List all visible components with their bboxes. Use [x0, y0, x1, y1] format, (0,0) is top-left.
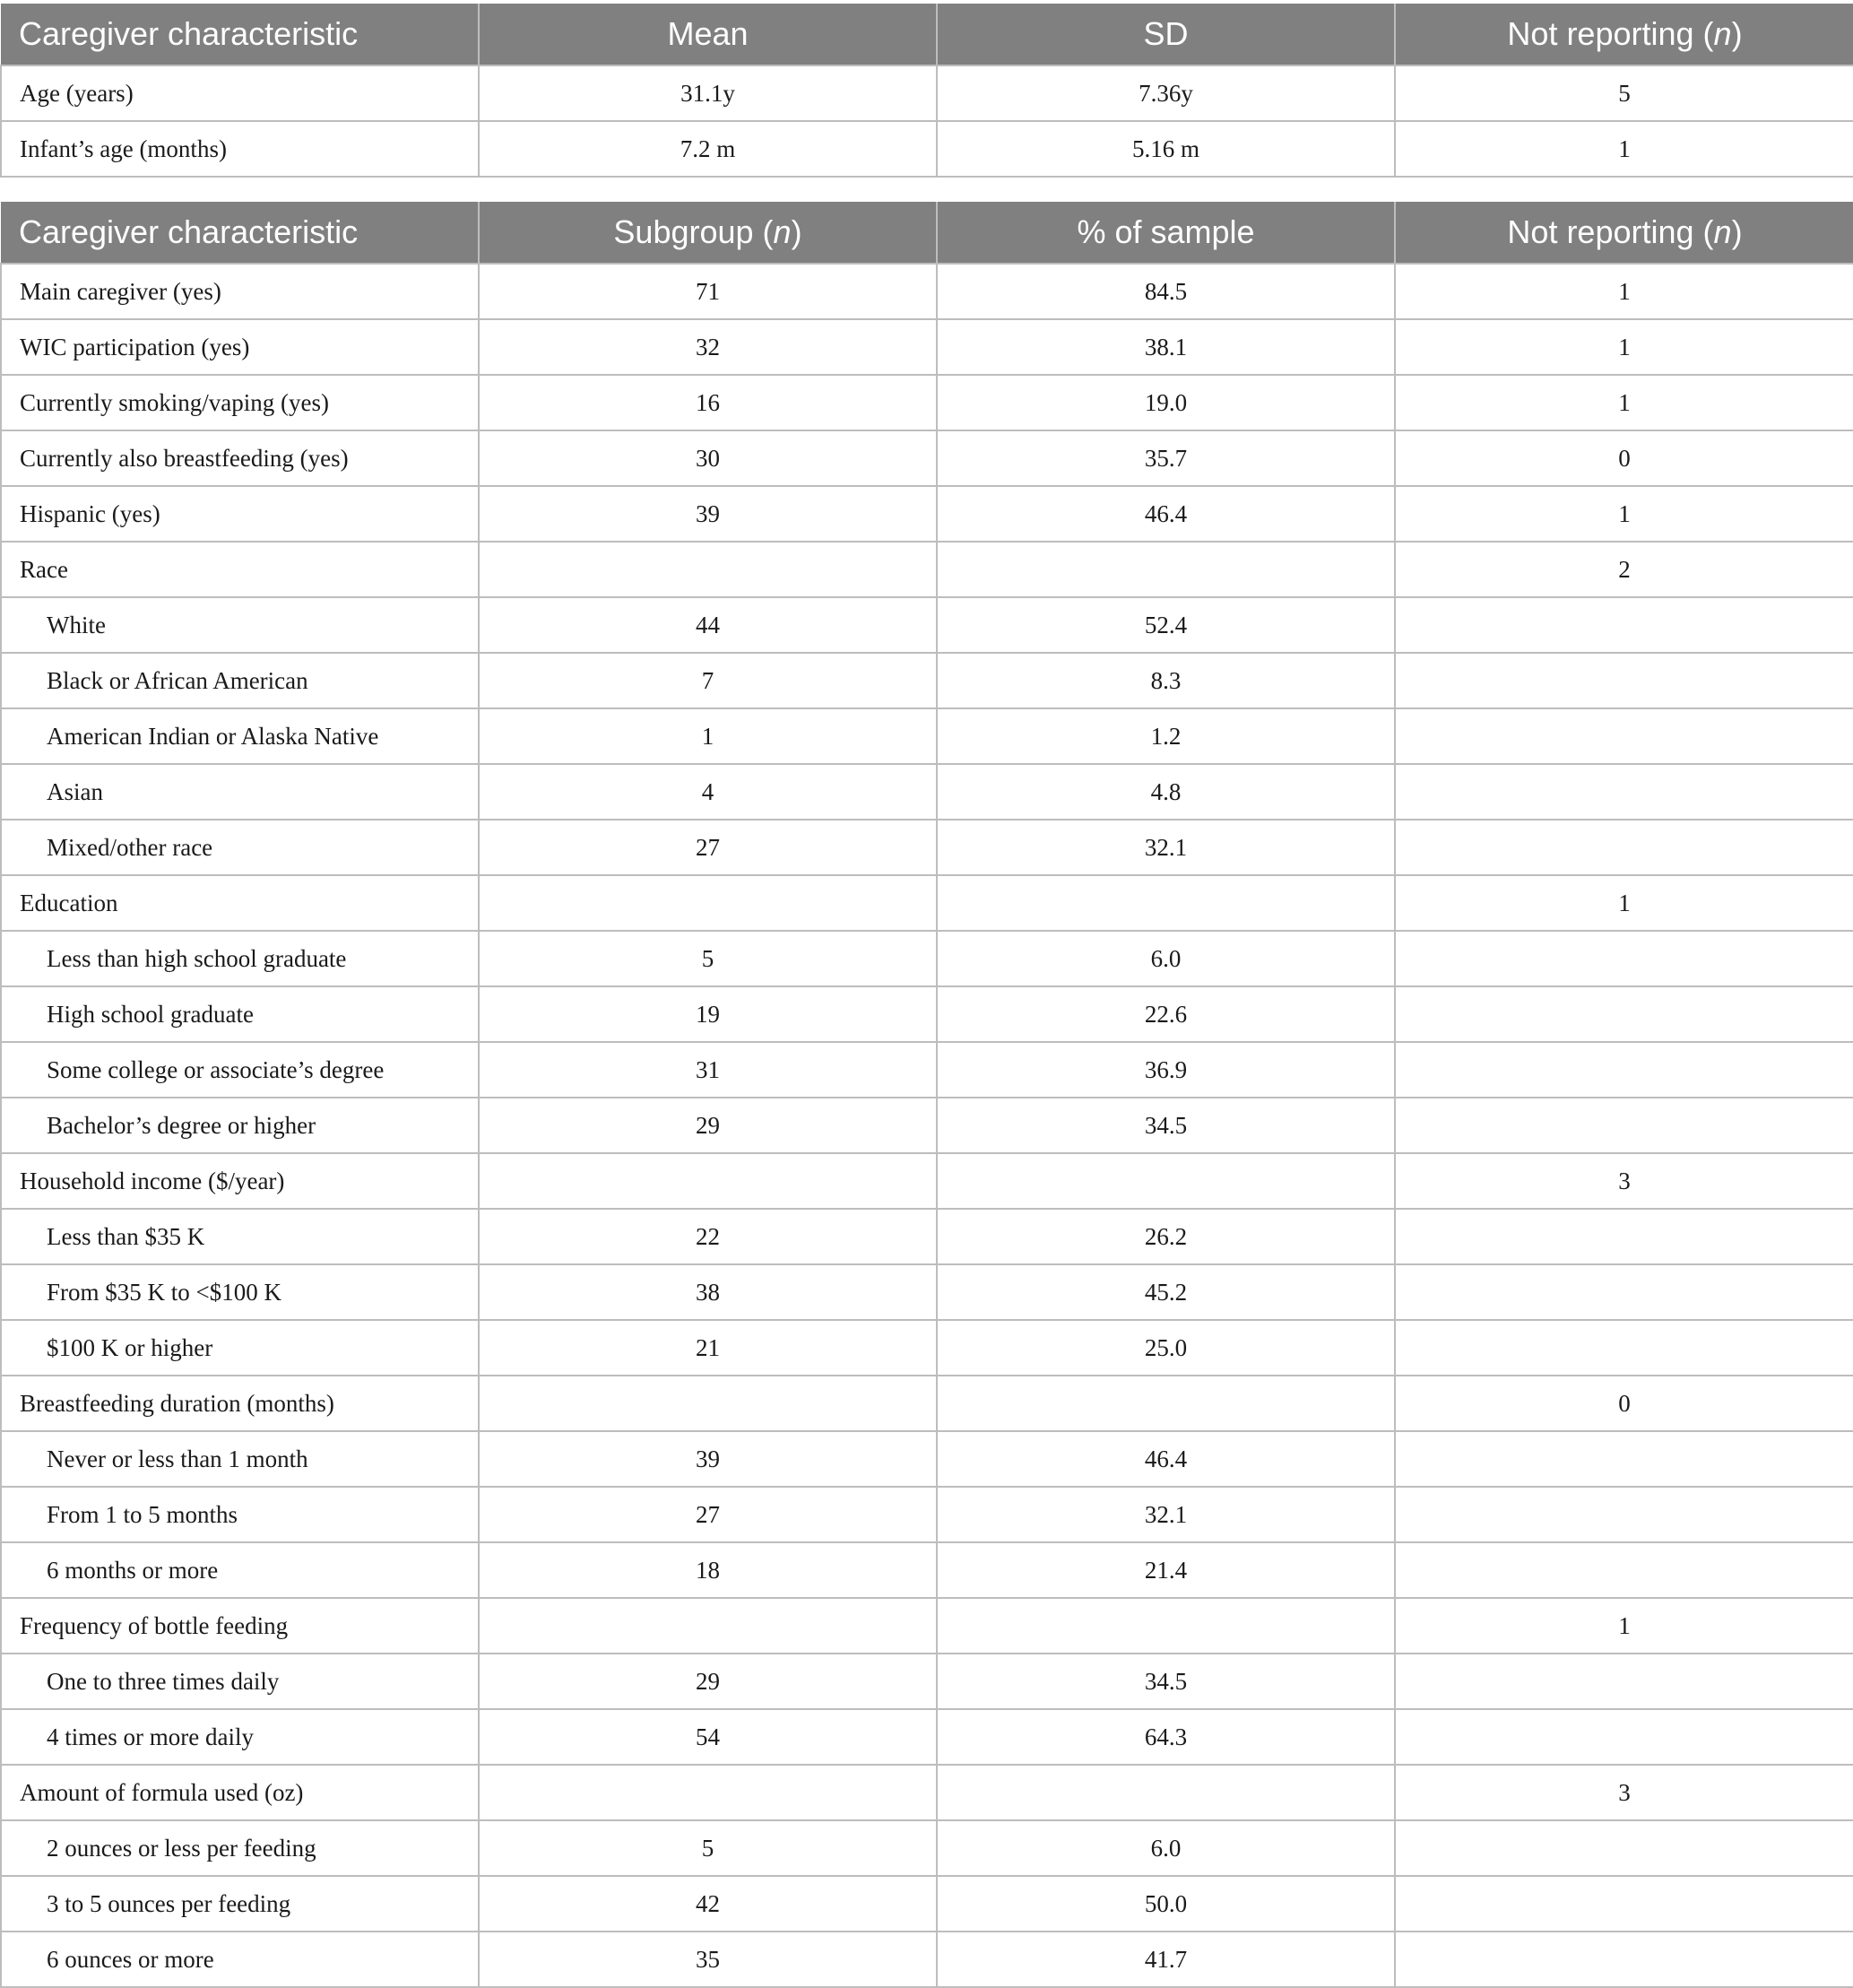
cell-not-reporting — [1395, 1932, 1853, 1987]
cell-characteristic: White — [1, 597, 479, 653]
table-row — [1, 597, 1853, 653]
header-characteristic: Caregiver characteristic — [1, 4, 479, 65]
cell-percent: 19.0 — [937, 375, 1395, 430]
cell-not-reporting — [1395, 1542, 1853, 1598]
cell-subgroup-n: 38 — [479, 1264, 937, 1320]
header-not-reporting: Not reporting (n) — [1395, 4, 1853, 65]
cell-characteristic: 2 ounces or less per feeding — [1, 1820, 479, 1876]
cell-subgroup-n: 44 — [479, 597, 937, 653]
cell-percent: 46.4 — [937, 1431, 1395, 1487]
cell-characteristic: Main caregiver (yes) — [1, 264, 479, 319]
header-not-reporting: Not reporting (n) — [1395, 202, 1853, 264]
cell-subgroup-n: 71 — [479, 264, 937, 319]
table-row — [1, 1487, 1853, 1542]
cell-not-reporting — [1395, 1654, 1853, 1709]
header-sd: SD — [937, 4, 1395, 65]
cell-percent: 6.0 — [937, 931, 1395, 986]
cell-percent: 22.6 — [937, 986, 1395, 1042]
cell-characteristic: Currently also breastfeeding (yes) — [1, 430, 479, 486]
cell-characteristic: $100 K or higher — [1, 1320, 479, 1376]
cell-percent: 34.5 — [937, 1098, 1395, 1153]
cell-characteristic: Less than high school graduate — [1, 931, 479, 986]
table-row — [1, 430, 1853, 486]
cell-subgroup-n: 16 — [479, 375, 937, 430]
cell-subgroup-n: 54 — [479, 1709, 937, 1765]
cell-percent: 6.0 — [937, 1820, 1395, 1876]
cell-percent: 8.3 — [937, 653, 1395, 708]
table-row — [1, 1654, 1853, 1709]
cell-not-reporting: 1 — [1395, 319, 1853, 375]
cell-percent — [937, 1765, 1395, 1820]
cell-subgroup-n — [479, 1376, 937, 1431]
cell-percent: 34.5 — [937, 1654, 1395, 1709]
cell-not-reporting: 0 — [1395, 430, 1853, 486]
cell-percent: 36.9 — [937, 1042, 1395, 1098]
table-row — [1, 121, 1853, 177]
cell-not-reporting — [1395, 653, 1853, 708]
table-row — [1, 1042, 1853, 1098]
table-row — [1, 375, 1853, 430]
table-section-row — [1, 542, 1853, 597]
table-row — [1, 1876, 1853, 1932]
cell-percent: 46.4 — [937, 486, 1395, 542]
cell-characteristic: American Indian or Alaska Native — [1, 708, 479, 764]
cell-subgroup-n: 27 — [479, 1487, 937, 1542]
cell-subgroup-n: 4 — [479, 764, 937, 820]
header-subgroup: Subgroup (n) — [479, 202, 937, 264]
table-section-row — [1, 875, 1853, 931]
table-section-row — [1, 1765, 1853, 1820]
cell-not-reporting — [1395, 1431, 1853, 1487]
cell-not-reporting — [1395, 1264, 1853, 1320]
table-row — [1, 1320, 1853, 1376]
cell-characteristic: Household income ($/year) — [1, 1153, 479, 1209]
cell-characteristic: From 1 to 5 months — [1, 1487, 479, 1542]
cell-not-reporting — [1395, 1820, 1853, 1876]
cell-subgroup-n: 32 — [479, 319, 937, 375]
table-row — [1, 1709, 1853, 1765]
cell-percent: 4.8 — [937, 764, 1395, 820]
cell-subgroup-n: 5 — [479, 1820, 937, 1876]
table-row — [1, 264, 1853, 319]
cell-not-reporting — [1395, 1709, 1853, 1765]
cell-subgroup-n: 30 — [479, 430, 937, 486]
cell-subgroup-n: 27 — [479, 820, 937, 875]
cell-subgroup-n — [479, 1153, 937, 1209]
cell-characteristic: Race — [1, 542, 479, 597]
cell-percent: 64.3 — [937, 1709, 1395, 1765]
cell-characteristic: Some college or associate’s degree — [1, 1042, 479, 1098]
cell-characteristic: Currently smoking/vaping (yes) — [1, 375, 479, 430]
table-row — [1, 1820, 1853, 1876]
cell-not-reporting — [1395, 820, 1853, 875]
table-section-row — [1, 1598, 1853, 1654]
cell-not-reporting — [1395, 1098, 1853, 1153]
cell-subgroup-n: 39 — [479, 486, 937, 542]
cell-characteristic: Never or less than 1 month — [1, 1431, 479, 1487]
cell-percent: 21.4 — [937, 1542, 1395, 1598]
cell-characteristic: Hispanic (yes) — [1, 486, 479, 542]
cell-not-reporting: 1 — [1395, 875, 1853, 931]
cell-characteristic: 4 times or more daily — [1, 1709, 479, 1765]
cell-sd: 7.36y — [937, 65, 1395, 121]
cell-subgroup-n — [479, 1598, 937, 1654]
cell-percent: 32.1 — [937, 1487, 1395, 1542]
cell-not-reporting: 1 — [1395, 375, 1853, 430]
cell-percent: 41.7 — [937, 1932, 1395, 1987]
cell-not-reporting: 3 — [1395, 1765, 1853, 1820]
cell-subgroup-n — [479, 542, 937, 597]
cell-subgroup-n — [479, 875, 937, 931]
cell-not-reporting: 0 — [1395, 1376, 1853, 1431]
cell-not-reporting: 1 — [1395, 121, 1853, 177]
cell-percent: 84.5 — [937, 264, 1395, 319]
table-header-row — [1, 202, 1853, 264]
cell-percent: 52.4 — [937, 597, 1395, 653]
cell-characteristic: Education — [1, 875, 479, 931]
table-section-row — [1, 1376, 1853, 1431]
cell-not-reporting — [1395, 597, 1853, 653]
cell-percent: 25.0 — [937, 1320, 1395, 1376]
cell-percent: 45.2 — [937, 1264, 1395, 1320]
cell-not-reporting — [1395, 1320, 1853, 1376]
table-row — [1, 931, 1853, 986]
cell-subgroup-n: 7 — [479, 653, 937, 708]
cell-not-reporting — [1395, 1209, 1853, 1264]
cell-mean: 31.1y — [479, 65, 937, 121]
cell-not-reporting: 1 — [1395, 486, 1853, 542]
cell-percent: 50.0 — [937, 1876, 1395, 1932]
table-row — [1, 1431, 1853, 1487]
cell-percent: 35.7 — [937, 430, 1395, 486]
table-row — [1, 319, 1853, 375]
cell-subgroup-n: 5 — [479, 931, 937, 986]
caregiver-continuous-table — [0, 4, 1853, 178]
cell-sd: 5.16 m — [937, 121, 1395, 177]
cell-subgroup-n: 39 — [479, 1431, 937, 1487]
cell-characteristic: WIC participation (yes) — [1, 319, 479, 375]
table-section-row — [1, 1153, 1853, 1209]
cell-characteristic: Asian — [1, 764, 479, 820]
table-header-row — [1, 4, 1853, 65]
cell-characteristic: Black or African American — [1, 653, 479, 708]
cell-percent — [937, 875, 1395, 931]
cell-not-reporting — [1395, 986, 1853, 1042]
cell-percent: 32.1 — [937, 820, 1395, 875]
table-row — [1, 820, 1853, 875]
cell-percent — [937, 1376, 1395, 1431]
cell-subgroup-n: 22 — [479, 1209, 937, 1264]
cell-not-reporting — [1395, 931, 1853, 986]
cell-characteristic: Bachelor’s degree or higher — [1, 1098, 479, 1153]
cell-percent — [937, 1153, 1395, 1209]
cell-not-reporting — [1395, 1042, 1853, 1098]
cell-not-reporting — [1395, 708, 1853, 764]
cell-mean: 7.2 m — [479, 121, 937, 177]
caregiver-categorical-table — [0, 202, 1853, 1988]
cell-characteristic: High school graduate — [1, 986, 479, 1042]
cell-not-reporting: 2 — [1395, 542, 1853, 597]
cell-subgroup-n: 31 — [479, 1042, 937, 1098]
cell-characteristic: Less than $35 K — [1, 1209, 479, 1264]
cell-subgroup-n — [479, 1765, 937, 1820]
cell-characteristic: From $35 K to <$100 K — [1, 1264, 479, 1320]
cell-characteristic: One to three times daily — [1, 1654, 479, 1709]
table-row — [1, 1264, 1853, 1320]
cell-characteristic: Amount of formula used (oz) — [1, 1765, 479, 1820]
cell-percent — [937, 1598, 1395, 1654]
table-row — [1, 1932, 1853, 1987]
cell-characteristic: 3 to 5 ounces per feeding — [1, 1876, 479, 1932]
cell-subgroup-n: 1 — [479, 708, 937, 764]
cell-not-reporting — [1395, 1876, 1853, 1932]
cell-not-reporting — [1395, 764, 1853, 820]
table-row — [1, 653, 1853, 708]
header-characteristic: Caregiver characteristic — [1, 202, 479, 264]
cell-characteristic: 6 months or more — [1, 1542, 479, 1598]
cell-subgroup-n: 35 — [479, 1932, 937, 1987]
cell-subgroup-n: 19 — [479, 986, 937, 1042]
table-row — [1, 486, 1853, 542]
table-row — [1, 708, 1853, 764]
cell-not-reporting: 3 — [1395, 1153, 1853, 1209]
table-row — [1, 986, 1853, 1042]
table-row — [1, 764, 1853, 820]
cell-not-reporting: 1 — [1395, 1598, 1853, 1654]
cell-characteristic: Mixed/other race — [1, 820, 479, 875]
table-row — [1, 1542, 1853, 1598]
cell-characteristic: Frequency of bottle feeding — [1, 1598, 479, 1654]
header-percent: % of sample — [937, 202, 1395, 264]
table-row — [1, 65, 1853, 121]
cell-not-reporting: 1 — [1395, 264, 1853, 319]
cell-characteristic: Infant’s age (months) — [1, 121, 479, 177]
cell-not-reporting: 5 — [1395, 65, 1853, 121]
header-mean: Mean — [479, 4, 937, 65]
cell-characteristic: Age (years) — [1, 65, 479, 121]
cell-percent — [937, 542, 1395, 597]
cell-percent: 1.2 — [937, 708, 1395, 764]
cell-percent: 38.1 — [937, 319, 1395, 375]
cell-subgroup-n: 29 — [479, 1098, 937, 1153]
cell-not-reporting — [1395, 1487, 1853, 1542]
table-row — [1, 1098, 1853, 1153]
cell-subgroup-n: 18 — [479, 1542, 937, 1598]
cell-subgroup-n: 21 — [479, 1320, 937, 1376]
cell-subgroup-n: 42 — [479, 1876, 937, 1932]
cell-subgroup-n: 29 — [479, 1654, 937, 1709]
cell-percent: 26.2 — [937, 1209, 1395, 1264]
table-row — [1, 1209, 1853, 1264]
cell-characteristic: Breastfeeding duration (months) — [1, 1376, 479, 1431]
cell-characteristic: 6 ounces or more — [1, 1932, 479, 1987]
